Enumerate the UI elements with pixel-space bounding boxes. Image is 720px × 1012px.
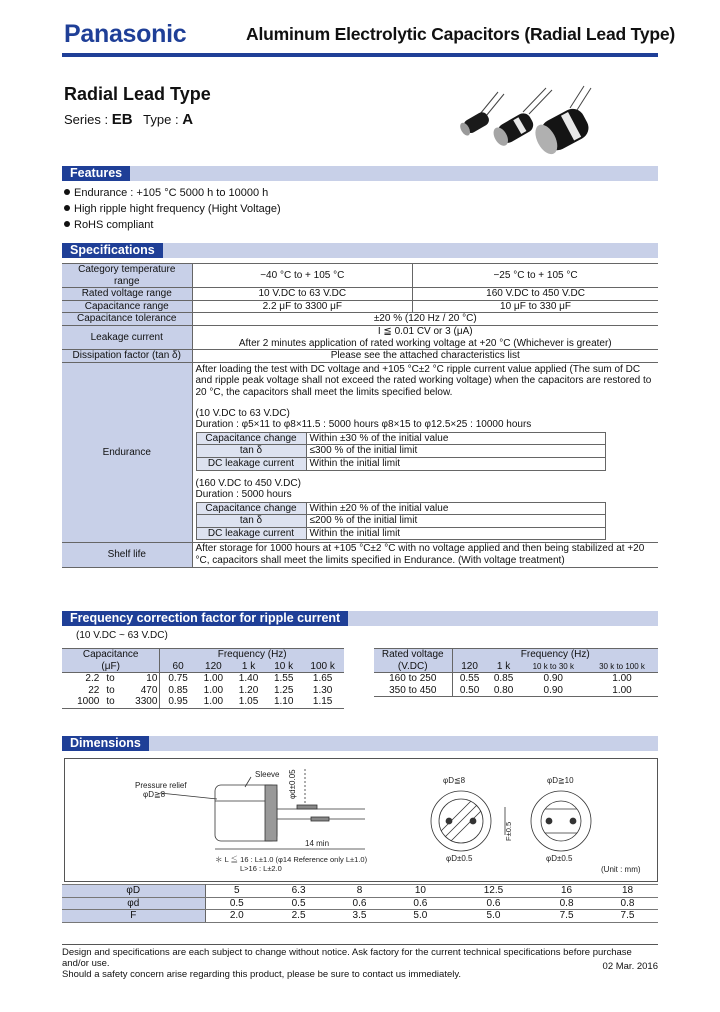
factor-cell: 1.00 xyxy=(612,673,632,684)
spec-row xyxy=(62,362,658,543)
spec-label: Endurance xyxy=(62,362,192,543)
factor-cell: 0.80 xyxy=(487,685,521,697)
spec-row xyxy=(62,264,658,288)
feature-item xyxy=(64,201,281,217)
spec-value: 10 V.DC to 63 V.DC xyxy=(192,288,413,301)
voltage-range: 160 to 250 xyxy=(374,673,452,685)
capacitor-side-view xyxy=(160,769,365,849)
spec-row xyxy=(62,313,658,326)
criteria-value: ≤200 % of the initial limit xyxy=(306,515,605,528)
spec-row xyxy=(62,288,658,301)
spec-value: After storage for 1000 hours at +105 °C±2 °C with no voltage applied and then being stabilized at +20 °C, capacitors shall meet the limits specified in Endurance. (With voltage treatment) xyxy=(192,543,658,567)
dim-cell: 0.8 xyxy=(597,897,658,910)
bullet-icon xyxy=(64,221,70,227)
type-label: Type : xyxy=(143,112,179,127)
endurance-group1-title: (10 V.DC to 63 V.DC) xyxy=(195,407,290,419)
spec-label: Category temperature range xyxy=(62,264,192,288)
table-row xyxy=(62,685,344,697)
factor-cell: 1.65 xyxy=(312,673,333,684)
lead-min-label: 14 min xyxy=(305,839,330,848)
freq-col: 10 k xyxy=(266,661,301,673)
dimension-drawing xyxy=(65,759,657,881)
dimension-drawing-box xyxy=(64,758,658,882)
criteria-value: Within the initial limit xyxy=(306,527,605,540)
bottom-view-small xyxy=(431,791,505,851)
factor-cell: 1.00 xyxy=(203,673,224,684)
footer-line-1: Design and specifications are each subject to change without notice. Ask factory for the current technical specifications before purchase and/or use. xyxy=(62,947,632,969)
factor-cell: 1.25 xyxy=(273,684,294,696)
factor-cell: 1.20 xyxy=(238,684,259,696)
dim-cell: 5.0 xyxy=(451,910,536,923)
factor-cell: 0.90 xyxy=(543,673,563,684)
criteria-label: DC leakage current xyxy=(196,527,306,540)
phi-d-large-label: φD±0.5 xyxy=(546,854,573,863)
dim-cell: 7.5 xyxy=(597,910,658,923)
f-label: F±0.5 xyxy=(504,821,513,841)
features-heading: Features xyxy=(62,166,130,181)
endurance-group1-table xyxy=(196,432,606,471)
page-title: Radial Lead Type xyxy=(64,84,211,104)
dim-cell: 0.5 xyxy=(268,897,329,910)
dim-cell: 8 xyxy=(329,885,390,898)
cap-from: 22 xyxy=(88,684,100,696)
frequency-table-low xyxy=(62,648,344,709)
freq-col: 1 k xyxy=(487,661,521,673)
bullet-icon xyxy=(64,205,70,211)
spec-label: Capacitance range xyxy=(62,300,192,313)
spec-value: 2.2 μF to 3300 μF xyxy=(192,300,413,313)
criteria-label: DC leakage current xyxy=(196,457,306,470)
criteria-value: Within ±30 % of the initial value xyxy=(306,432,605,445)
footer-line-2: Should a safety concern arise regarding this product, please be sure to contact us immediately. xyxy=(62,969,462,980)
cap-to: to xyxy=(106,673,115,684)
features-section-bar xyxy=(62,166,658,181)
dim-cell: 0.6 xyxy=(329,897,390,910)
series-label: Series : xyxy=(64,112,109,127)
factor-cell: 0.50 xyxy=(452,685,487,697)
dim-cell: 5 xyxy=(205,885,268,898)
dim-cell: 0.6 xyxy=(451,897,536,910)
cap-to: to xyxy=(106,684,115,696)
factor-cell: 1.00 xyxy=(586,685,658,697)
factor-cell: 1.00 xyxy=(203,684,224,696)
cap-upto: 3300 xyxy=(120,696,160,708)
feature-item xyxy=(64,217,153,233)
factor-cell: 1.55 xyxy=(273,673,294,684)
criteria-value: Within ±20 % of the initial value xyxy=(306,502,605,515)
table-row xyxy=(62,897,658,910)
dim-cell: 6.3 xyxy=(268,885,329,898)
capacitance-label: Capacitance xyxy=(82,649,139,660)
voltage-unit: (V.DC) xyxy=(397,660,428,672)
series-value: EB xyxy=(111,111,133,128)
capacitance-header xyxy=(62,649,160,673)
length-note: ＊ L ≦ 16 : L±1.0 (φ14 Reference only L±1.0) xyxy=(215,855,368,864)
spec-value: ±20 % (120 Hz / 20 °C) xyxy=(192,313,658,326)
dimensions-section-bar xyxy=(62,736,658,751)
table-row xyxy=(62,910,658,923)
dimensions-heading: Dimensions xyxy=(62,736,149,751)
dim-cell: 3.5 xyxy=(329,910,390,923)
frequency-header: Frequency (Hz) xyxy=(160,649,344,661)
factor-cell: 0.95 xyxy=(160,696,196,708)
spec-label: Rated voltage range xyxy=(62,288,192,301)
spec-value: −40 °C to + 105 °C xyxy=(192,264,413,288)
dim-cell: 0.8 xyxy=(536,897,597,910)
endurance-group2-table xyxy=(196,502,606,541)
spec-value xyxy=(192,325,658,349)
dim-cell: 12.5 xyxy=(451,885,536,898)
factor-cell: 0.85 xyxy=(168,684,188,696)
bullet-icon xyxy=(64,189,70,195)
freq-col: 120 xyxy=(196,661,231,673)
leakage-line-2: After 2 minutes application of rated working voltage at +20 °C (Whichever is greater) xyxy=(238,337,612,349)
spec-value: −25 °C to + 105 °C xyxy=(413,264,658,288)
brand-logo: Panasonic xyxy=(64,20,187,48)
dim-label: φd xyxy=(62,897,205,910)
footer xyxy=(62,944,658,980)
factor-cell: 1.05 xyxy=(231,696,266,708)
endurance-cell xyxy=(192,362,658,543)
criteria-label: tan δ xyxy=(196,515,306,528)
endurance-group2-duration: Duration : 5000 hours xyxy=(195,489,292,501)
specifications-section-bar xyxy=(62,243,658,258)
series-line xyxy=(64,111,193,128)
type-value: A xyxy=(182,111,194,128)
capacitor-large xyxy=(531,86,593,158)
spec-label: Capacitance tolerance xyxy=(62,313,192,326)
voltage-range: 350 to 450 xyxy=(374,685,452,697)
factor-cell: 0.55 xyxy=(459,673,480,684)
dim-cell: 10 xyxy=(390,885,451,898)
freq-col: 10 k to 30 k xyxy=(521,661,587,673)
spec-row xyxy=(62,350,658,363)
feature-text: Endurance : +105 °C 5000 h to 10000 h xyxy=(74,187,269,199)
spec-row xyxy=(62,325,658,349)
factor-cell: 1.00 xyxy=(196,696,231,708)
dim-cell: 0.5 xyxy=(205,897,268,910)
document-title: Aluminum Electrolytic Capacitors (Radial Lead Type) xyxy=(246,24,676,44)
freq-col: 120 xyxy=(452,661,487,673)
freq-col: 100 k xyxy=(301,661,344,673)
phi-d-small-label: φD±0.5 xyxy=(446,854,473,863)
factor-cell: 1.40 xyxy=(238,673,259,684)
spec-label: Dissipation factor (tan δ) xyxy=(62,350,192,363)
leakage-line-1: I ≦ 0.01 CV or 3 (μA) xyxy=(377,325,473,337)
spec-value: 10 μF to 330 μF xyxy=(413,300,658,313)
dim-label: φD xyxy=(62,885,205,898)
pressure-relief-label: Pressure relief xyxy=(135,781,187,790)
voltage-header xyxy=(374,649,452,673)
sleeve-label: Sleeve xyxy=(255,770,280,779)
factor-cell: 0.85 xyxy=(493,673,514,684)
endurance-intro: After loading the test with DC voltage and +105 °C±2 °C ripple current value applied (The sum of DC and ripple peak voltage shall not exceed the rated working voltage) when the capacitors are restored to 20 °C, the capacitors shall meet the limits specified below. xyxy=(195,363,652,398)
endurance-group1-duration: Duration : φ5×11 to φ8×11.5 : 5000 hours φ8×15 to φ12.5×25 : 10000 hours xyxy=(195,419,532,431)
lead-d-label: φd±0.05 xyxy=(288,769,297,799)
voltage-label: Rated voltage xyxy=(381,649,444,660)
feature-text: High ripple hight frequency (Hight Voltage) xyxy=(74,203,281,215)
dia-small-label: φD≦8 xyxy=(443,776,466,785)
dim-cell: 5.0 xyxy=(390,910,451,923)
cap-upto: 470 xyxy=(120,685,160,697)
dim-cell: 7.5 xyxy=(536,910,597,923)
criteria-label: Capacitance change xyxy=(196,432,306,445)
capacitor-photo xyxy=(458,84,608,164)
dim-cell: 2.5 xyxy=(268,910,329,923)
cap-from: 2.2 xyxy=(85,673,100,684)
factor-cell: 1.15 xyxy=(301,696,344,708)
factor-cell: 0.90 xyxy=(521,685,587,697)
header-rule xyxy=(62,53,658,57)
frequency-header: Frequency (Hz) xyxy=(452,649,658,661)
table-row xyxy=(62,696,344,708)
spec-value: 160 V.DC to 450 V.DC xyxy=(413,288,658,301)
document-date: 02 Mar. 2016 xyxy=(602,961,658,972)
factor-cell: 1.10 xyxy=(266,696,301,708)
table-row xyxy=(62,673,344,685)
spec-row xyxy=(62,300,658,313)
criteria-value: ≤300 % of the initial limit xyxy=(306,445,605,458)
dim-cell: 0.6 xyxy=(390,897,451,910)
frequency-section-bar xyxy=(62,611,658,626)
freq-col: 30 k to 100 k xyxy=(586,661,658,673)
length-note-2: L>16 : L±2.0 xyxy=(240,864,282,873)
unit-label: (Unit : mm) xyxy=(601,865,641,874)
freq-col: 1 k xyxy=(231,661,266,673)
specifications-heading: Specifications xyxy=(62,243,163,258)
spec-label: Leakage current xyxy=(62,325,192,349)
specifications-table xyxy=(62,263,658,568)
feature-text: RoHS compliant xyxy=(74,219,154,231)
dim-cell: 16 xyxy=(536,885,597,898)
factor-cell: 0.75 xyxy=(168,673,188,684)
criteria-value: Within the initial limit xyxy=(306,457,605,470)
table-row xyxy=(62,885,658,898)
cap-upto: 10 xyxy=(120,673,160,685)
spec-row xyxy=(62,543,658,567)
dia-large-label: φD≧10 xyxy=(547,776,574,785)
dim-label: F xyxy=(62,910,205,923)
table-row xyxy=(374,685,658,697)
bottom-view-large xyxy=(531,791,591,851)
spec-value: Please see the attached characteristics list xyxy=(192,350,658,363)
dim-cell: 18 xyxy=(597,885,658,898)
criteria-label: tan δ xyxy=(196,445,306,458)
freq-col: 60 xyxy=(160,661,196,673)
dim-cell: 2.0 xyxy=(205,910,268,923)
cap-from: 1000 xyxy=(62,696,101,708)
capacitance-unit: (μF) xyxy=(101,660,120,672)
criteria-label: Capacitance change xyxy=(196,502,306,515)
table-row xyxy=(374,673,658,685)
cap-to: to xyxy=(101,696,119,708)
frequency-heading: Frequency correction factor for ripple current xyxy=(62,611,348,626)
spec-label: Shelf life xyxy=(62,543,192,567)
feature-item xyxy=(64,185,268,201)
factor-cell: 1.30 xyxy=(312,684,333,696)
pressure-size-label: φD≧8 xyxy=(143,790,166,799)
dimension-table xyxy=(62,884,658,923)
endurance-group2-title: (160 V.DC to 450 V.DC) xyxy=(195,477,301,489)
low-voltage-note: (10 V.DC ~ 63 V.DC) xyxy=(76,630,168,641)
frequency-table-high xyxy=(374,648,658,697)
